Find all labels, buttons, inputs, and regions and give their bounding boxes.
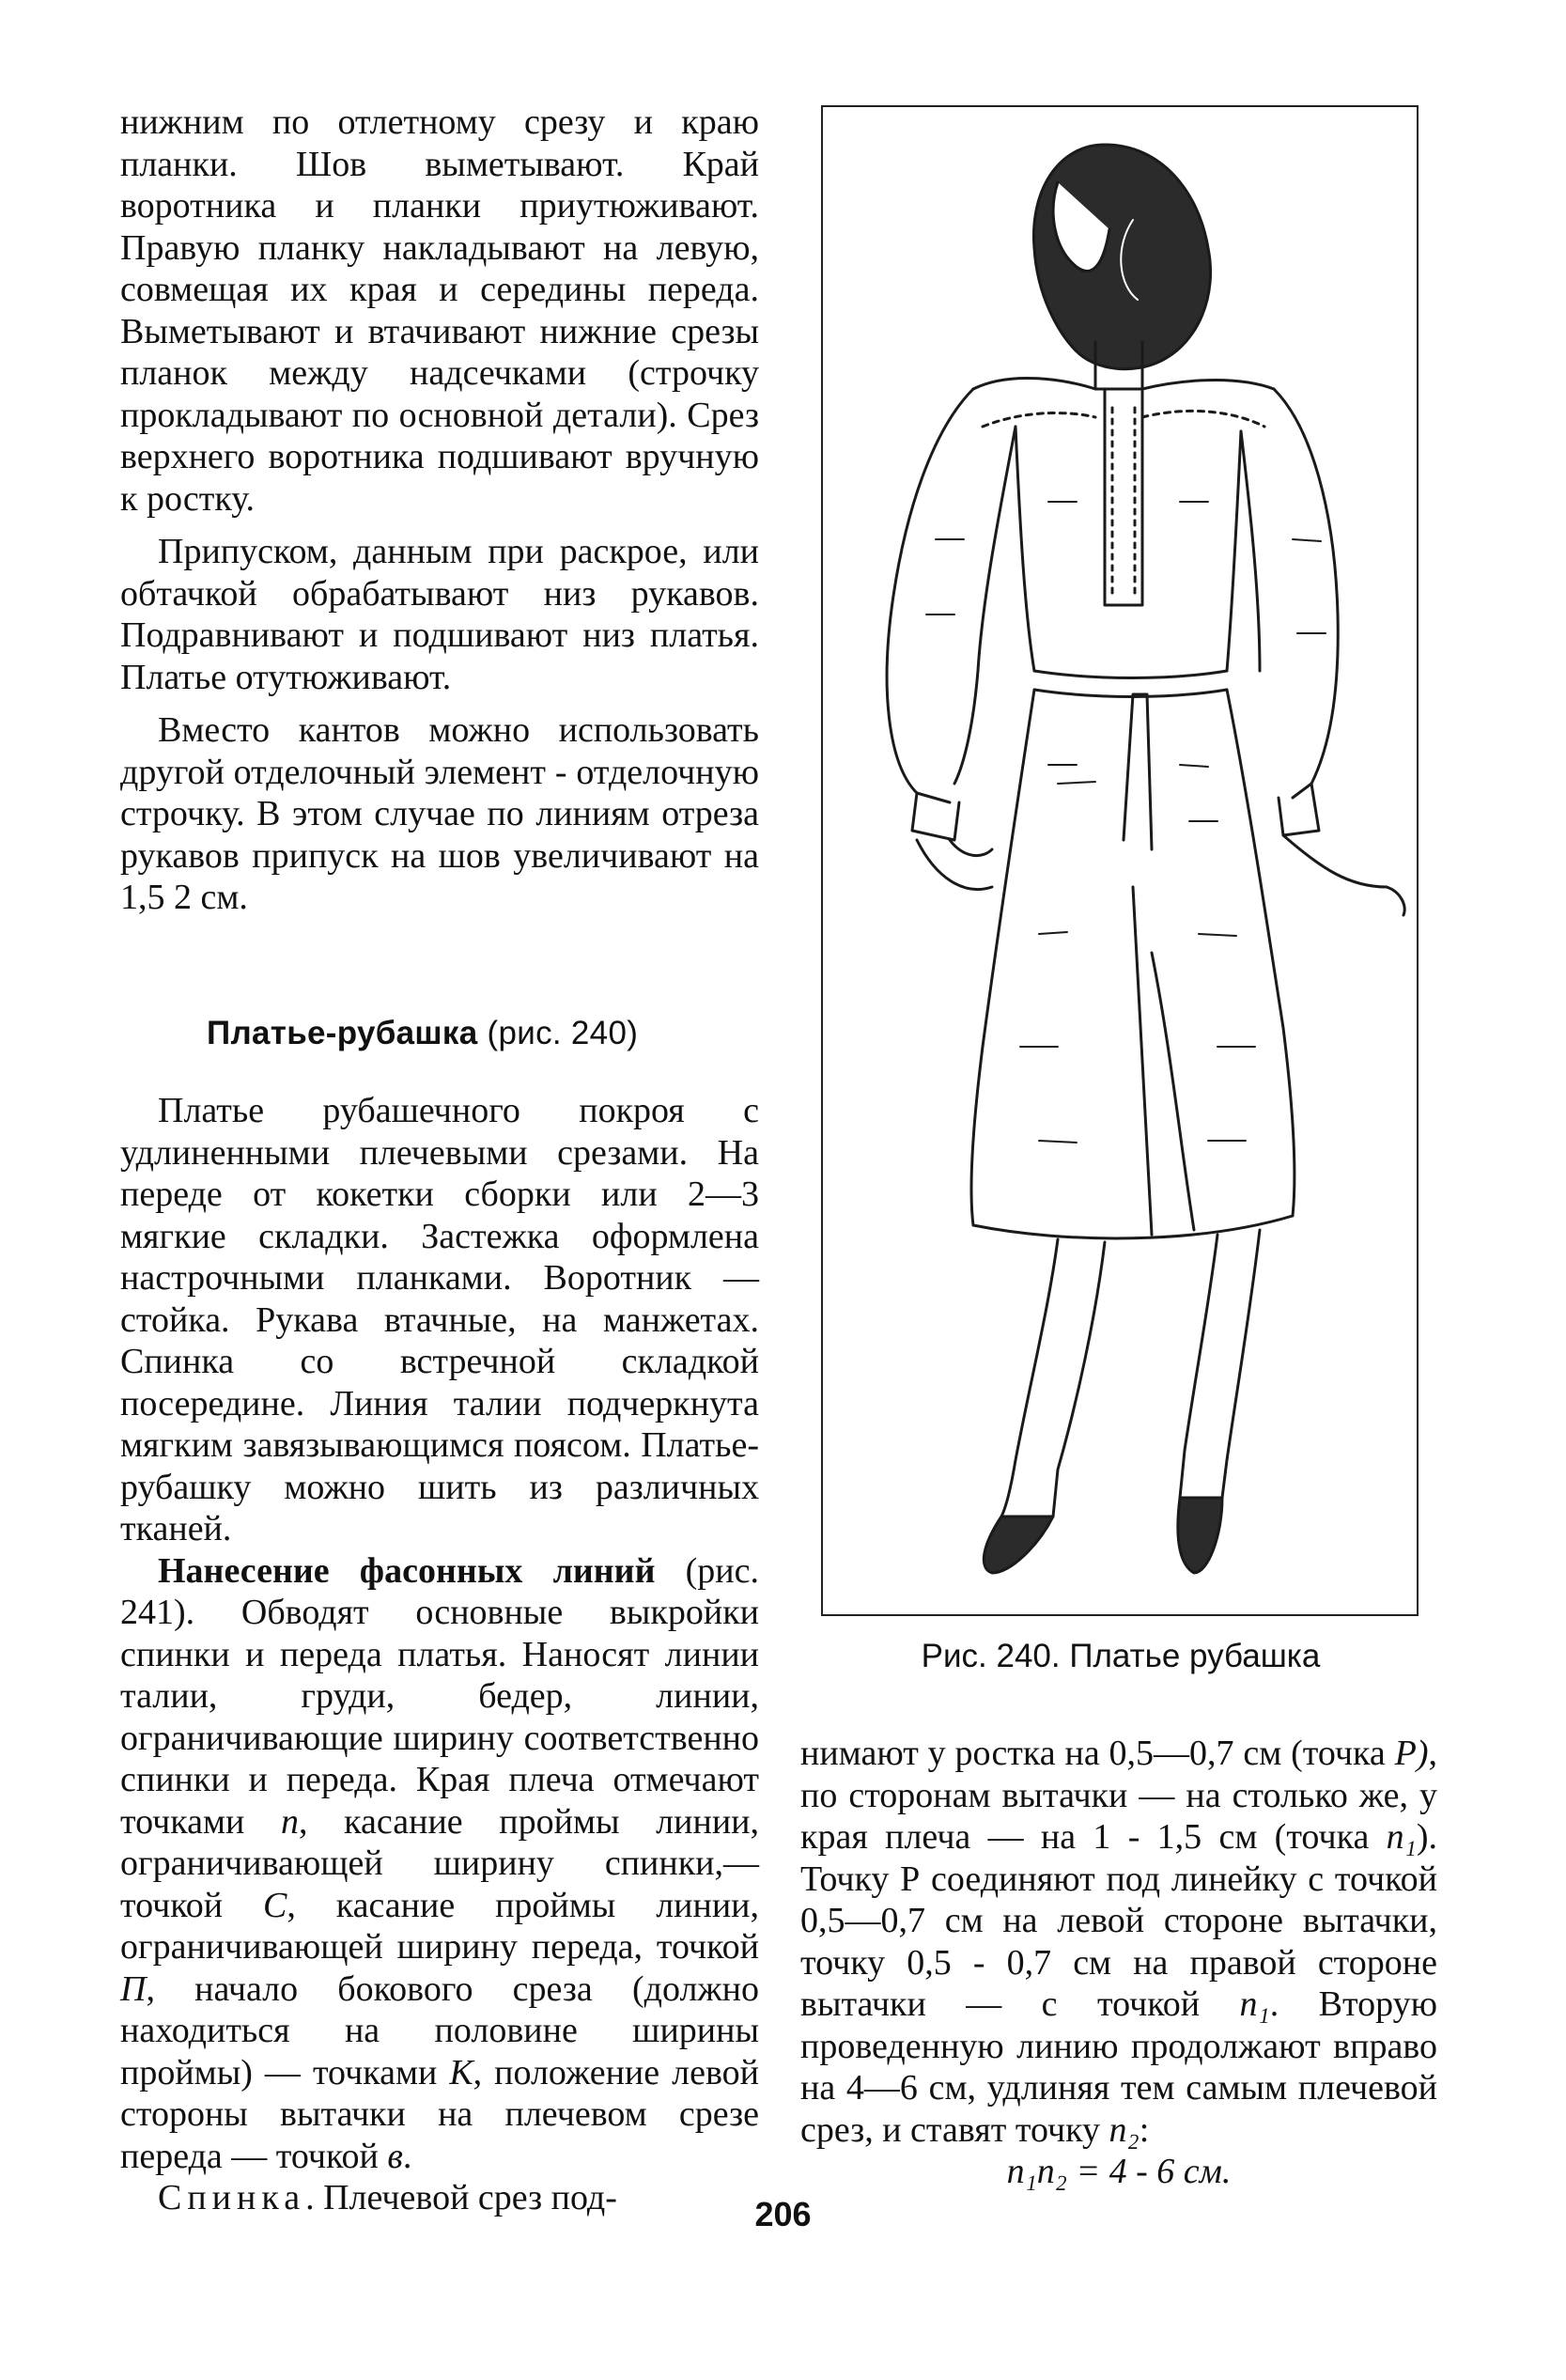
right-column-bottom (800, 1733, 1437, 2193)
paragraph-styling-lines (120, 1550, 759, 2178)
paragraph-3: Вместо кантов можно использовать другой отделочный элемент - отделочную строчку. В этом случае по линиям отреза рукавов припуск на шов увеличивают на 1,5 2 см. (120, 710, 759, 917)
paragraph-2: Припуском, данным при раскрое, или обтачкой обрабатывают низ рукавов. Подравнивают и подшивают низ платья. Платье отутюживают. (120, 532, 759, 697)
section-figure-ref: (рис. 240) (487, 1015, 639, 1051)
text-run: , положение левой стороны вытачки на плечевом срезе переда — точкой (120, 2052, 760, 2176)
left-column-top (120, 101, 759, 919)
text-run: : (1139, 2109, 1150, 2150)
text-run: нимают у ростка на 0,5—0,7 см (точка (800, 1734, 1395, 1773)
section-title: Платье-рубашка (207, 1015, 478, 1051)
page-number: 206 (754, 2195, 812, 2233)
point-v: в (387, 2136, 403, 2176)
paragraph-continued (800, 1733, 1437, 2151)
text-run: (рис. 241). Обводят основные выкройки спинки и переда платья. Наносят линии талии, груди, бедер, линии, ограничивающие ширину соответственно спинки и переда. Края плеча отмечают точками (120, 1550, 760, 1842)
text-run: . Вторую проведенную линию продолжают вправо на 4—6 см, удлиняя тем самым плечевой срез, и ставят точку (800, 1984, 1438, 2150)
point-n: п (281, 1801, 300, 1842)
text-run: ). Точку Р соединяют под линейку с точкой 0,5—0,7 см на левой стороне вытачки, точку 0,5 - 0,7 см на правой стороне вытачки — с точкой (800, 1817, 1437, 2024)
point-n1: п₁ (1386, 1817, 1417, 1857)
paragraph-1: нижним по отлетному срезу и краю планки. Шов выметывают. Край воротника и планки приутюживают. Правую планку накладывают на левую, совмещая их края и середины переда. Выметывают и втачивают нижние срезы планок между надсечками (строчку прокладывают по основной детали). Срез верхнего воротника подшивают вручную к ростку. (120, 102, 759, 519)
text-run: , касание проймы линии, ограничивающей ширину спинки,— точкой (120, 1801, 759, 1925)
text-run: , начало бокового среза (должно находиться на половине ширины проймы) — точками (120, 1968, 759, 2092)
dress-sketch-icon (823, 107, 1417, 1614)
figure-caption: Рис. 240. Платье рубашка (921, 1638, 1321, 1674)
paragraph-description: Платье рубашечного покроя с удлиненными плечевыми срезами. На переде от кокетки сборки или 2—3 мягкие складки. Застежка оформлена настрочными планками. Воротник — стойка. Рукава втачные, на манжетах. Спинка со встречной складкой посередине. Линия талии подчеркнута мягким завязывающимся поясом. Платье-рубашку можно шить из различных тканей. (120, 1091, 759, 1548)
point-p: П (120, 1968, 147, 2009)
subheading-styling-lines: Нанесение фасонных линий (158, 1550, 656, 1591)
text-run: . (402, 2136, 412, 2176)
text-run: , по сторонам вытачки — на столько же, у края плеча — на 1 - 1,5 см (точка (800, 1734, 1437, 1857)
text-run: , касание проймы линии, ограничивающей ширину переда, точкой (120, 1885, 760, 1967)
point-p-label: Р) (1394, 1734, 1429, 1773)
section-heading (207, 1013, 695, 1054)
figure-240-illustration (821, 105, 1419, 1616)
formula-n1n2: п₁п₂ = 4 - 6 см. (1006, 2152, 1232, 2191)
left-column-bottom (120, 1090, 759, 2219)
subheading-back: Спинка (158, 2178, 306, 2217)
text-run: . Плечевой срез под- (305, 2178, 617, 2217)
point-c: С (262, 1885, 287, 1925)
point-n1: п₁ (1239, 1984, 1270, 2024)
point-n2: п₂ (1109, 2109, 1140, 2150)
point-k: К (449, 2052, 473, 2092)
